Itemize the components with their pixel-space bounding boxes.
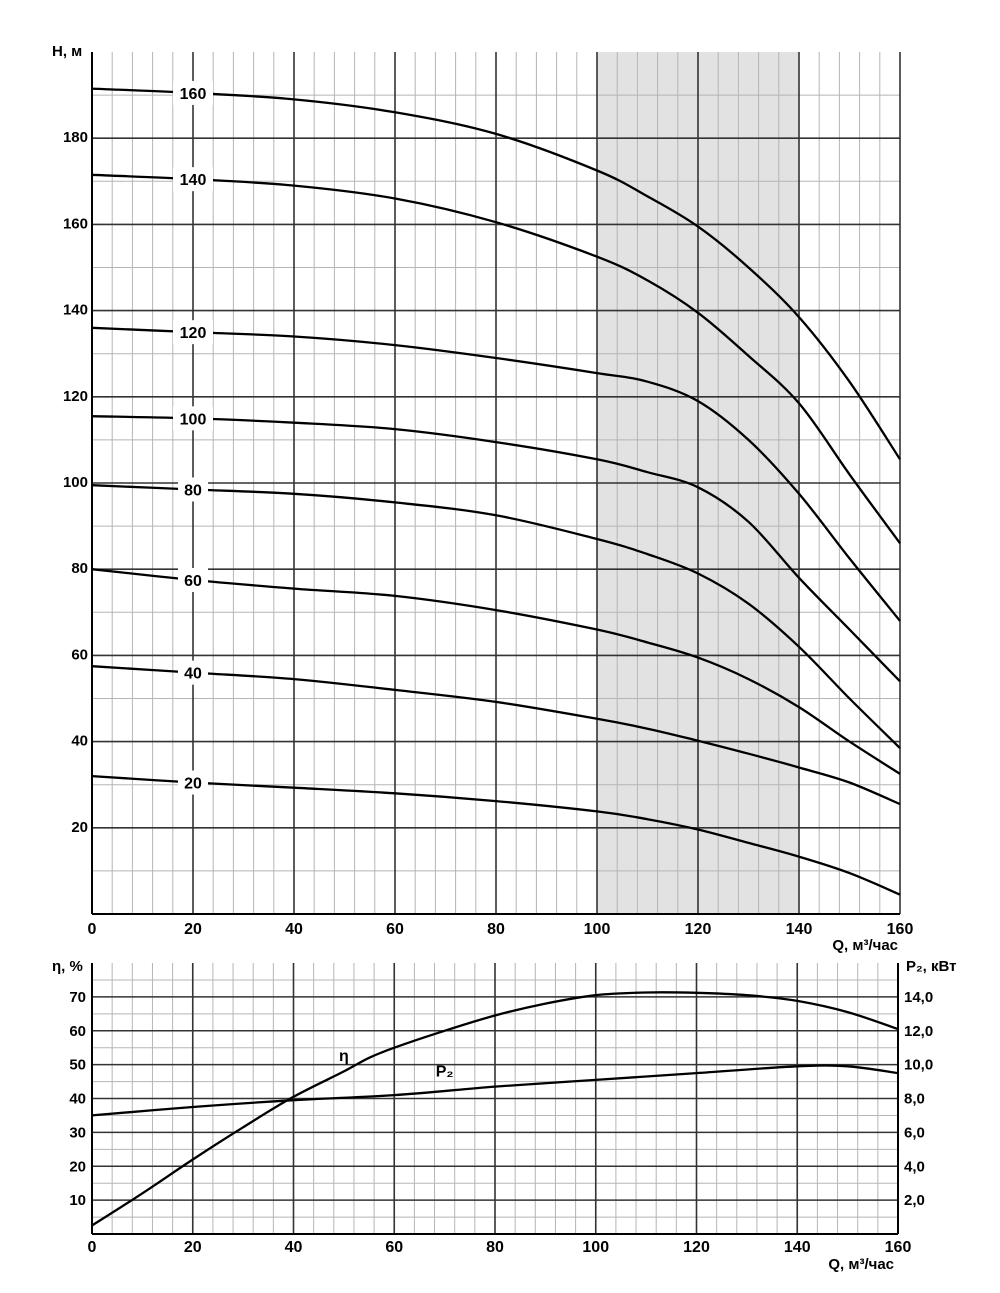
- head-x-tick-label: 100: [583, 921, 611, 938]
- head-x-tick-label: 80: [487, 921, 505, 938]
- power-y-tick-label: 8,0: [904, 1090, 925, 1108]
- head-y-tick-label: 120: [62, 387, 88, 405]
- curve-label-160: 160: [179, 85, 207, 103]
- efficiency-chart-grid: [92, 963, 898, 1234]
- head-x-tick-label: 40: [285, 921, 303, 938]
- power-y-tick-label: 12,0: [904, 1022, 934, 1040]
- efficiency-x-axis-title: Q, м³/час: [828, 1256, 894, 1273]
- head-y-tick-label: 100: [62, 474, 88, 491]
- curve-label-20: 20: [184, 775, 202, 793]
- power-y-axis-title: P₂, кВт: [906, 958, 957, 975]
- head-x-tick-label: 120: [684, 921, 712, 938]
- curve-label-120: 120: [179, 325, 207, 343]
- efficiency-x-ticks: [88, 1239, 912, 1256]
- power-y-tick-label: 4,0: [904, 1158, 925, 1176]
- efficiency-x-tick-label: 100: [582, 1239, 610, 1256]
- head-x-tick-label: 160: [886, 921, 914, 938]
- power-y-tick-label: 10,0: [904, 1056, 934, 1074]
- power-y-ticks: [904, 989, 933, 1209]
- efficiency-x-tick-label: 80: [486, 1239, 504, 1256]
- head-x-ticks: [88, 921, 914, 938]
- efficiency-y-tick-label: 40: [69, 1090, 86, 1108]
- curve-label-80: 80: [184, 482, 202, 500]
- efficiency-y-tick-label: 60: [69, 1022, 86, 1040]
- head-x-axis-title: Q, м³/час: [832, 937, 898, 954]
- efficiency-x-tick-label: 60: [385, 1239, 404, 1256]
- efficiency-y-axis-title: η, %: [52, 958, 83, 975]
- efficiency-x-tick-label: 120: [683, 1239, 710, 1256]
- curve-label-power: P₂: [435, 1063, 454, 1081]
- curve-label-40: 40: [184, 665, 202, 683]
- head-y-axis-title: H, м: [52, 43, 83, 60]
- head-y-tick-label: 180: [62, 129, 88, 147]
- head-y-tick-label: 160: [62, 215, 88, 233]
- curve-label-60: 60: [184, 572, 202, 590]
- head-y-tick-label: 40: [71, 732, 88, 750]
- power-y-tick-label: 6,0: [904, 1124, 925, 1142]
- head-y-tick-label: 140: [62, 301, 88, 319]
- head-x-tick-label: 60: [386, 921, 404, 938]
- head-flow-chart: [52, 43, 913, 954]
- efficiency-y-tick-label: 30: [69, 1124, 86, 1142]
- head-x-tick-label: 20: [184, 921, 202, 938]
- efficiency-x-tick-label: 0: [87, 1239, 97, 1256]
- efficiency-y-tick-label: 20: [69, 1158, 86, 1176]
- head-y-tick-label: 80: [71, 560, 88, 578]
- head-y-ticks: [63, 129, 88, 836]
- head-y-tick-label: 20: [71, 818, 88, 836]
- head-x-tick-label: 0: [87, 921, 97, 938]
- efficiency-x-tick-label: 160: [884, 1239, 912, 1256]
- efficiency-y-tick-label: 50: [69, 1056, 86, 1074]
- efficiency-y-tick-label: 70: [69, 988, 86, 1006]
- power-y-tick-label: 2,0: [904, 1192, 925, 1210]
- efficiency-x-tick-label: 140: [783, 1239, 811, 1256]
- efficiency-y-tick-label: 10: [69, 1192, 86, 1210]
- curve-label-100: 100: [179, 411, 207, 429]
- efficiency-power-chart: [52, 958, 957, 1273]
- efficiency-x-tick-label: 40: [284, 1239, 303, 1256]
- curve-label-efficiency: η: [338, 1048, 349, 1066]
- head-y-tick-label: 60: [71, 646, 88, 664]
- efficiency-x-tick-label: 20: [183, 1239, 202, 1256]
- curve-label-140: 140: [179, 172, 207, 190]
- power-y-tick-label: 14,0: [904, 988, 934, 1006]
- head-x-tick-label: 140: [785, 921, 813, 938]
- efficiency-y-ticks: [69, 989, 86, 1209]
